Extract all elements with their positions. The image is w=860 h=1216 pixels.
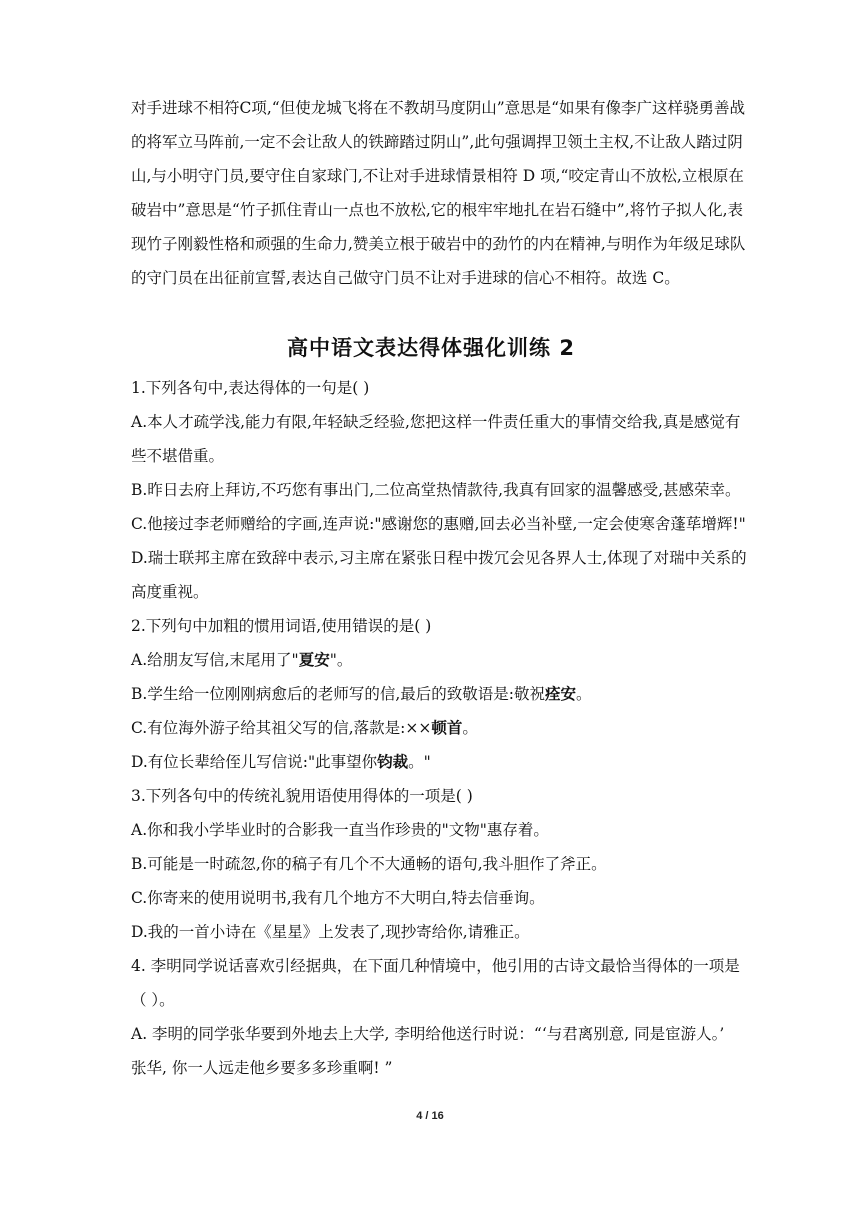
question-4-stem: 4. 李明同学说话喜欢引经据典，在下面几种情境中，他引用的古诗文最恰当得体的一项是 <box>131 957 740 975</box>
question-3-option-c: C.你寄来的使用说明书,我有几个地方不大明白,特去信垂询。 <box>131 889 545 907</box>
question-1-option-d-cont: 高度重视。 <box>131 583 209 601</box>
option-text: B.学生给一位刚刚病愈后的老师写的信,最后的致敬语是:敬祝 <box>131 685 545 703</box>
paragraph-line: 山,与小明守门员,要守住自家球门,不让对手进球情景相符 D 项,“咬定青山不放松,立根原在 <box>131 167 744 185</box>
question-2-option-b <box>131 682 731 716</box>
bold-term: 痊安 <box>544 684 576 703</box>
question-3-option-d: D.我的一首小诗在《星星》上发表了,现抄寄给你,请雅正。 <box>131 923 530 941</box>
section-title: 高中语文表达得体强化训练 2 <box>287 336 575 360</box>
option-text: C.有位海外游子给其祖父写的信,落款是:×× <box>131 719 432 737</box>
bold-term: 夏安 <box>298 650 330 669</box>
question-4-option-a: A. 李明的同学张华要到外地去上大学, 李明给他送行时说：“‘与君离别意, 同是宦游人。’ <box>131 1025 725 1043</box>
paragraph-line: 对手进球不相符C项,“但使龙城飞将在不教胡马度阴山”意思是“如果有像李广这样骁勇善战 <box>131 99 746 117</box>
question-4-option-a-cont: 张华, 你一人远走他乡要多多珍重啊! ” <box>131 1059 393 1077</box>
question-3-option-b: B.可能是一时疏忽,你的稿子有几个不大通畅的语句,我斗胆作了斧正。 <box>131 855 607 873</box>
option-text: D.有位长辈给侄儿写信说:"此事望你 <box>131 753 378 771</box>
question-2-option-a <box>131 648 731 682</box>
question-2-option-c <box>131 716 731 750</box>
question-1-option-a-cont: 些不堪借重。 <box>131 447 225 465</box>
option-text: "。 <box>329 651 353 669</box>
page-number: 4 / 16 <box>416 1110 444 1122</box>
option-text: 。" <box>408 753 431 771</box>
bold-term: 钧裁 <box>377 752 409 771</box>
paragraph-line: 的守门员在出征前宣誓,表达自己做守门员不让对手进球的信心不相符。故选 C。 <box>131 269 680 287</box>
question-3-stem: 3.下列各句中的传统礼貌用语使用得体的一项是( ) <box>131 787 473 805</box>
question-1-option-c: C.他接过李老师赠给的字画,连声说:"感谢您的惠赠,回去必当补壁,一定会使寒舍蓬荜增辉!" <box>131 515 746 533</box>
bold-term: 顿首 <box>431 718 463 737</box>
question-1-option-a: A.本人才疏学浅,能力有限,年轻缺乏经验,您把这样一件责任重大的事情交给我,真是感觉有 <box>131 413 741 431</box>
question-4-stem-cont: （ ）。 <box>131 991 175 1009</box>
question-2-stem: 2.下列句中加粗的惯用词语,使用错误的是( ) <box>131 617 432 635</box>
paragraph-line: 的将军立马阵前,一定不会让敌人的铁蹄踏过阴山”,此句强调捍卫领土主权,不让敌人踏过阴 <box>131 133 743 151</box>
question-2-option-d <box>131 750 731 784</box>
option-text: 。 <box>462 719 478 737</box>
paragraph-line: 破岩中”意思是“竹子抓住青山一点也不放松,它的根牢牢地扎在岩石缝中”,将竹子拟人化,表 <box>131 201 744 219</box>
paragraph-line: 现竹子刚毅性格和顽强的生命力,赞美立根于破岩中的劲竹的内在精神,与明作为年级足球队 <box>131 235 746 253</box>
question-1-stem: 1.下列各句中,表达得体的一句是( ) <box>131 379 370 397</box>
question-1-option-b: B.昨日去府上拜访,不巧您有事出门,二位高堂热情款待,我真有回家的温馨感受,甚感荣幸。 <box>131 481 741 499</box>
question-1-option-d: D.瑞士联邦主席在致辞中表示,习主席在紧张日程中拨冗会见各界人士,体现了对瑞中关系的 <box>131 549 747 567</box>
option-text: 。 <box>575 685 592 703</box>
page-content <box>131 96 747 1090</box>
option-text: A.给朋友写信,末尾用了" <box>131 651 299 669</box>
question-3-option-a: A.你和我小学毕业时的合影我一直当作珍贵的"文物"惠存着。 <box>131 821 549 839</box>
